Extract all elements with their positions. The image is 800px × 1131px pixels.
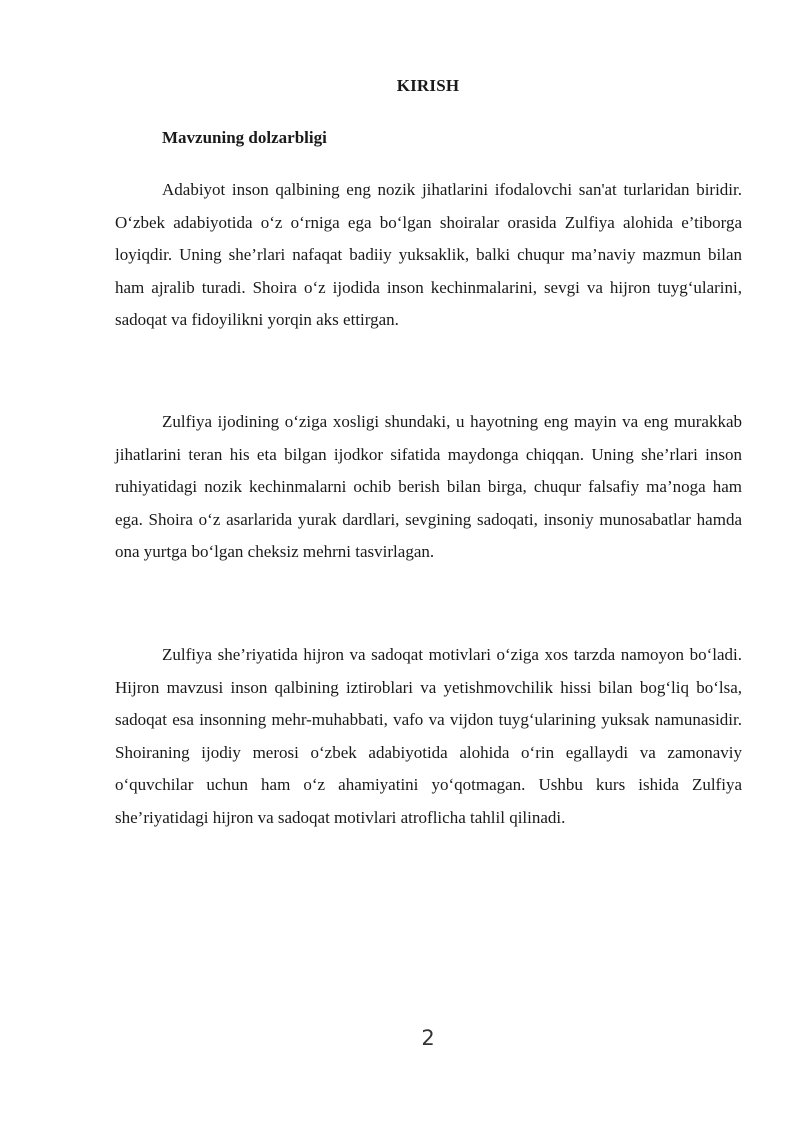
- page-title: KIRISH: [396, 76, 460, 95]
- page-number: 2: [421, 1026, 435, 1050]
- section-heading: Mavzuning dolzarbligi: [162, 128, 327, 147]
- paragraph-1: Adabiyot inson qalbining eng nozik jihatlarini ifodalovchi san'at turlaridan biridir. O‘zbek adabiyotida o‘z o‘rniga ega bo‘lgan shoiralar orasida Zulfiya alohida e’tiborga loyiqdir. Uning she’rlari nafaqat badiiy yuksaklik, balki chuqur ma’naviy mazmun bilan ham ajralib turadi. Shoira o‘z ijodida inson kechinmalarini, sevgi va hijron tuyg‘ularini, sadoqat va fidoyilikni yorqin aks ettirgan.: [115, 180, 742, 329]
- paragraph-3: Zulfiya she’riyatida hijron va sadoqat motivlari o‘ziga xos tarzda namoyon bo‘ladi. Hijron mavzusi inson qalbining iztiroblari va yetishmovchilik hissi bilan bog‘liq bo‘lsa, sadoqat esa insonning mehr-muhabbati, vafo va vijdon tuyg‘ularining yuksak namunasidir. Shoiraning ijodiy merosi o‘zbek adabiyotida alohida o‘rin egallaydi va zamonaviy o‘quvchilar uchun ham o‘z ahamiyatini yo‘qotmagan. Ushbu kurs ishida Zulfiya she’riyatidagi hijron va sadoqat motivlari atroflicha tahlil qilinadi.: [115, 645, 742, 827]
- paragraph-2: Zulfiya ijodining o‘ziga xosligi shundaki, u hayotning eng mayin va eng murakkab jihatlarini teran his eta bilgan ijodkor sifatida maydonga chiqqan. Uning she’rlari inson ruhiyatidagi nozik kechinmalarni ochib berish bilan birga, chuqur falsafiy ma’noga ham ega. Shoira o‘z asarlarida yurak dardlari, sevgining sadoqati, insoniy munosabatlar hamda ona yurtga bo‘lgan cheksiz mehrni tasvirlagan.: [115, 412, 742, 561]
